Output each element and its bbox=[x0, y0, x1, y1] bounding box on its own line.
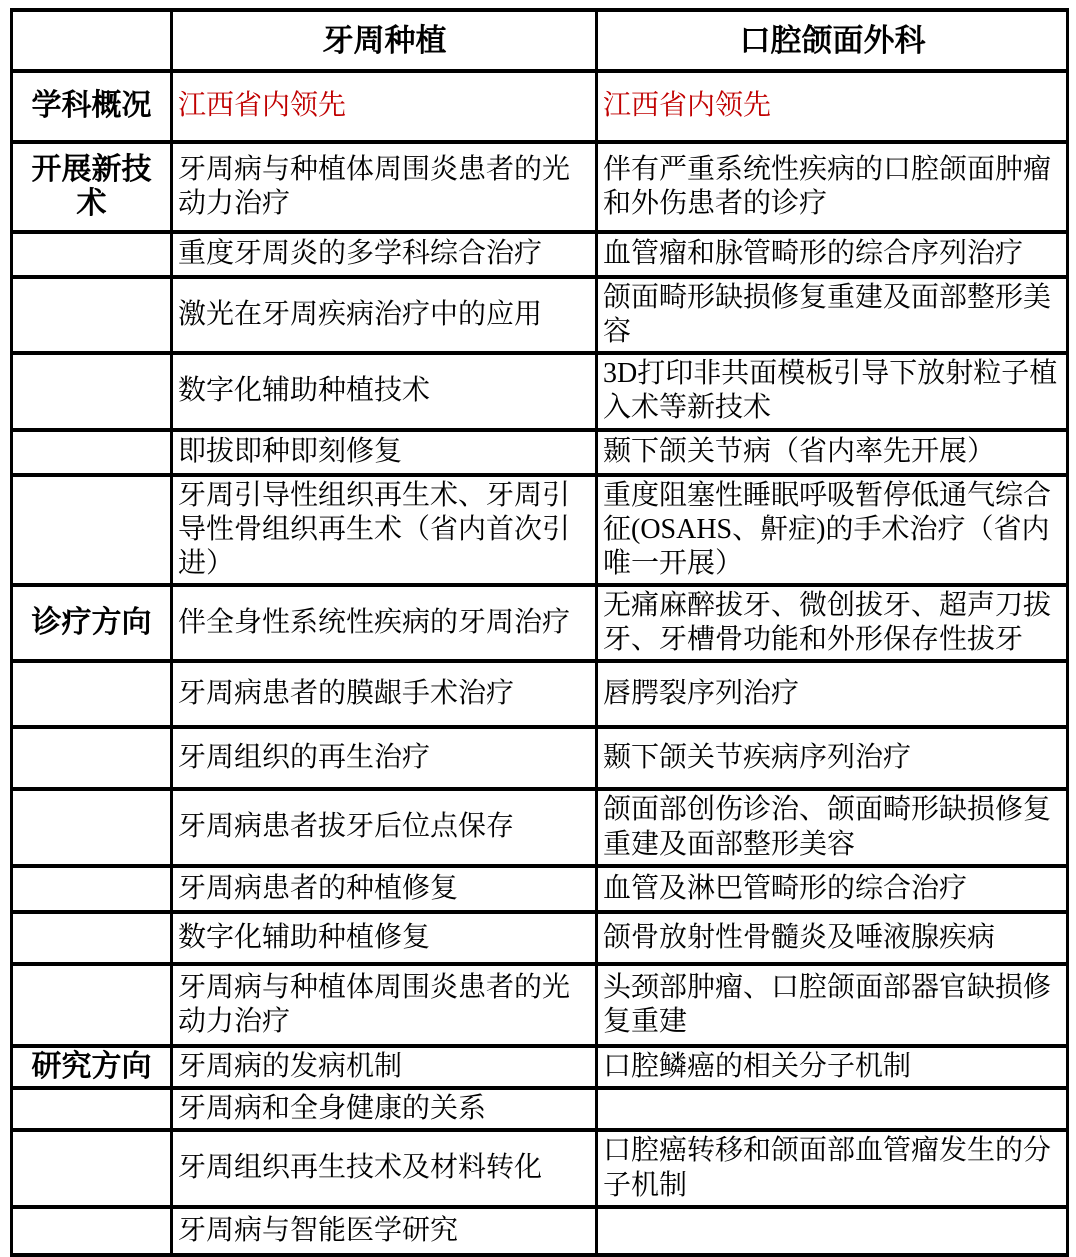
cell-periodontal: 牙周病患者拔牙后位点保存 bbox=[172, 789, 597, 865]
table-row-new-tech bbox=[12, 142, 1068, 232]
cell-maxillofacial: 颌面部创伤诊治、颌面畸形缺损修复重建及面部整形美容 bbox=[597, 789, 1068, 865]
table-row bbox=[12, 912, 1068, 964]
column-header-oral-maxillofacial-surgery: 口腔颌面外科 bbox=[597, 10, 1068, 71]
cell-maxillofacial bbox=[597, 1207, 1068, 1255]
section-cell-new-tech: 开展新技术 bbox=[12, 142, 172, 232]
section-cell bbox=[12, 353, 172, 429]
cell-periodontal: 江西省内领先 bbox=[172, 71, 597, 142]
cell-periodontal: 牙周病与种植体周围炎患者的光动力治疗 bbox=[172, 142, 597, 232]
table-row bbox=[12, 727, 1068, 789]
cell-maxillofacial: 颞下颌关节病（省内率先开展） bbox=[597, 430, 1068, 475]
fragment-mark bbox=[98, 8, 120, 12]
table-row bbox=[12, 964, 1068, 1046]
section-cell bbox=[12, 661, 172, 727]
cell-maxillofacial: 血管及淋巴管畸形的综合治疗 bbox=[597, 866, 1068, 912]
table-row bbox=[12, 1088, 1068, 1130]
cell-maxillofacial: 口腔癌转移和颌面部血管瘤发生的分子机制 bbox=[597, 1130, 1068, 1206]
cell-periodontal: 激光在牙周疾病治疗中的应用 bbox=[172, 277, 597, 353]
section-cell bbox=[12, 430, 172, 475]
cell-maxillofacial: 江西省内领先 bbox=[597, 71, 1068, 142]
table-row bbox=[12, 232, 1068, 277]
table-row bbox=[12, 661, 1068, 727]
cell-periodontal: 牙周组织的再生治疗 bbox=[172, 727, 597, 789]
fragment-mark bbox=[70, 8, 80, 12]
section-cell-overview: 学科概况 bbox=[12, 71, 172, 142]
table-row-research bbox=[12, 1046, 1068, 1089]
section-cell bbox=[12, 964, 172, 1046]
cell-periodontal: 牙周引导性组织再生术、牙周引导性骨组织再生术（省内首次引进） bbox=[172, 475, 597, 585]
column-header-periodontal-implant: 牙周种植 bbox=[172, 10, 597, 71]
cell-maxillofacial: 颌骨放射性骨髓炎及唾液腺疾病 bbox=[597, 912, 1068, 964]
cropped-text-fragment bbox=[0, 8, 200, 13]
corner-cell bbox=[12, 10, 172, 71]
fragment-mark bbox=[136, 8, 160, 12]
cell-maxillofacial: 颌面畸形缺损修复重建及面部整形美容 bbox=[597, 277, 1068, 353]
section-cell bbox=[12, 277, 172, 353]
table-header-row bbox=[12, 10, 1068, 71]
section-cell bbox=[12, 1130, 172, 1206]
cell-maxillofacial: 3D打印非共面模板引导下放射粒子植入术等新技术 bbox=[597, 353, 1068, 429]
cell-periodontal: 数字化辅助种植修复 bbox=[172, 912, 597, 964]
cell-maxillofacial: 头颈部肿瘤、口腔颌面部器官缺损修复重建 bbox=[597, 964, 1068, 1046]
cell-periodontal: 牙周病患者的膜龈手术治疗 bbox=[172, 661, 597, 727]
cell-periodontal: 牙周病的发病机制 bbox=[172, 1046, 597, 1089]
department-comparison-table bbox=[10, 8, 1069, 1257]
cell-maxillofacial: 血管瘤和脉管畸形的综合序列治疗 bbox=[597, 232, 1068, 277]
table-row bbox=[12, 789, 1068, 865]
table-row bbox=[12, 430, 1068, 475]
section-cell bbox=[12, 1088, 172, 1130]
section-cell bbox=[12, 232, 172, 277]
cell-maxillofacial: 无痛麻醉拔牙、微创拔牙、超声刀拔牙、牙槽骨功能和外形保存性拔牙 bbox=[597, 585, 1068, 661]
cell-periodontal: 牙周组织再生技术及材料转化 bbox=[172, 1130, 597, 1206]
cell-periodontal: 牙周病与智能医学研究 bbox=[172, 1207, 597, 1255]
cell-maxillofacial: 重度阻塞性睡眠呼吸暂停低通气综合征(OSAHS、鼾症)的手术治疗（省内唯一开展） bbox=[597, 475, 1068, 585]
cell-periodontal: 重度牙周炎的多学科综合治疗 bbox=[172, 232, 597, 277]
cell-periodontal: 数字化辅助种植技术 bbox=[172, 353, 597, 429]
section-cell-research: 研究方向 bbox=[12, 1046, 172, 1089]
cell-maxillofacial bbox=[597, 1088, 1068, 1130]
cell-maxillofacial: 唇腭裂序列治疗 bbox=[597, 661, 1068, 727]
section-cell bbox=[12, 1207, 172, 1255]
cell-periodontal: 牙周病与种植体周围炎患者的光动力治疗 bbox=[172, 964, 597, 1046]
cell-periodontal: 即拔即种即刻修复 bbox=[172, 430, 597, 475]
table-row bbox=[12, 353, 1068, 429]
table-row bbox=[12, 866, 1068, 912]
table-row-treatment bbox=[12, 585, 1068, 661]
table-row bbox=[12, 277, 1068, 353]
section-cell-treatment: 诊疗方向 bbox=[12, 585, 172, 661]
section-cell bbox=[12, 866, 172, 912]
fragment-mark bbox=[24, 8, 54, 12]
section-cell bbox=[12, 727, 172, 789]
cell-maxillofacial: 口腔鳞癌的相关分子机制 bbox=[597, 1046, 1068, 1089]
table-row bbox=[12, 1207, 1068, 1255]
cell-maxillofacial: 伴有严重系统性疾病的口腔颌面肿瘤和外伤患者的诊疗 bbox=[597, 142, 1068, 232]
section-cell bbox=[12, 912, 172, 964]
table-row bbox=[12, 475, 1068, 585]
cell-periodontal: 牙周病和全身健康的关系 bbox=[172, 1088, 597, 1130]
cell-maxillofacial: 颞下颌关节疾病序列治疗 bbox=[597, 727, 1068, 789]
section-cell bbox=[12, 475, 172, 585]
cell-periodontal: 牙周病患者的种植修复 bbox=[172, 866, 597, 912]
table-row bbox=[12, 1130, 1068, 1206]
table-row-overview bbox=[12, 71, 1068, 142]
section-cell bbox=[12, 789, 172, 865]
cell-periodontal: 伴全身性系统性疾病的牙周治疗 bbox=[172, 585, 597, 661]
